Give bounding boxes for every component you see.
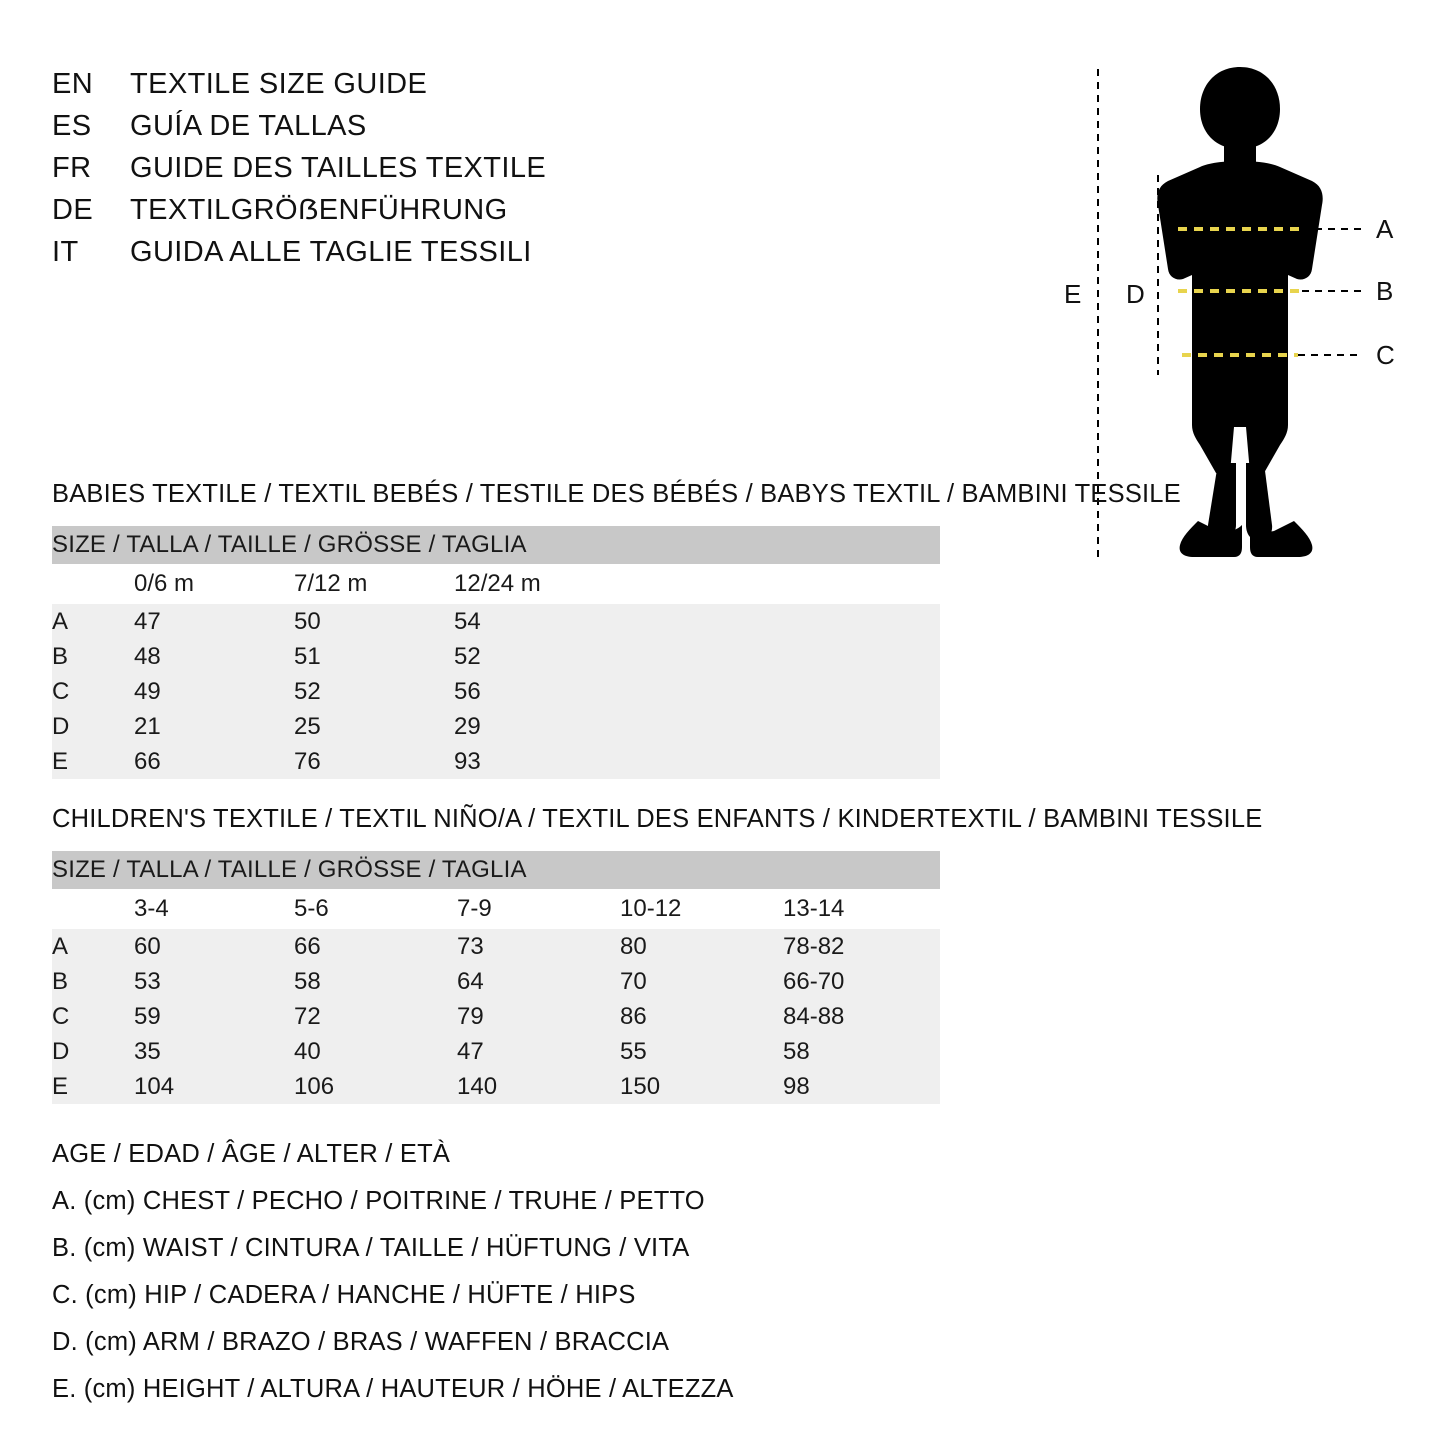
children-cell-e-1: 106	[294, 1069, 457, 1104]
children-cell-d-0: 35	[134, 1034, 294, 1069]
babies-col-2: 12/24 m	[454, 564, 940, 604]
babies-row-label-b: B	[52, 639, 134, 674]
babies-cell-a-0: 47	[134, 604, 294, 639]
table-row	[52, 999, 940, 1034]
table-row	[52, 709, 940, 744]
children-row-label-b: B	[52, 964, 134, 999]
children-col-0: 3-4	[134, 889, 294, 929]
babies-cell-a-2: 54	[454, 604, 940, 639]
babies-header-row	[52, 526, 940, 564]
language-text-fr: GUIDE DES TAILLES TEXTILE	[130, 152, 547, 184]
babies-cell-e-0: 66	[134, 744, 294, 779]
children-cell-a-1: 66	[294, 929, 457, 964]
figure-label-e: E	[1064, 279, 1082, 309]
children-header-label: SIZE / TALLA / TAILLE / GRÖSSE / TAGLIA	[52, 851, 940, 889]
children-header-row	[52, 851, 940, 889]
children-cell-e-4: 98	[783, 1069, 940, 1104]
children-cell-d-2: 47	[457, 1034, 620, 1069]
babies-cell-c-1: 52	[294, 674, 454, 709]
children-col-2: 7-9	[457, 889, 620, 929]
babies-row-label-a: A	[52, 604, 134, 639]
babies-cell-e-1: 76	[294, 744, 454, 779]
language-code-it: IT	[52, 236, 79, 268]
babies-cell-a-1: 50	[294, 604, 454, 639]
children-cell-c-1: 72	[294, 999, 457, 1034]
children-cell-a-0: 60	[134, 929, 294, 964]
children-cell-c-0: 59	[134, 999, 294, 1034]
babies-cell-b-0: 48	[134, 639, 294, 674]
legend-line-arm: D. (cm) ARM / BRAZO / BRAS / WAFFEN / BRACCIA	[52, 1328, 670, 1356]
children-cell-c-4: 84-88	[783, 999, 940, 1034]
table-row	[52, 639, 940, 674]
table-row	[52, 929, 940, 964]
children-cell-d-4: 58	[783, 1034, 940, 1069]
babies-header-label: SIZE / TALLA / TAILLE / GRÖSSE / TAGLIA	[52, 526, 940, 564]
figure-label-c: C	[1376, 340, 1395, 370]
table-row	[52, 964, 940, 999]
children-cell-a-4: 78-82	[783, 929, 940, 964]
babies-column-row	[52, 564, 940, 604]
children-cell-c-3: 86	[620, 999, 783, 1034]
babies-row-label-e: E	[52, 744, 134, 779]
children-size-table	[52, 851, 940, 1104]
language-code-fr: FR	[52, 152, 92, 184]
babies-cell-c-2: 56	[454, 674, 940, 709]
babies-row-label-d: D	[52, 709, 134, 744]
children-cell-e-3: 150	[620, 1069, 783, 1104]
figure-label-d: D	[1126, 279, 1145, 309]
babies-cell-d-2: 29	[454, 709, 940, 744]
children-title: CHILDREN'S TEXTILE / TEXTIL NIÑO/A / TEXTIL DES ENFANTS / KINDERTEXTIL / BAMBINI TESSILE	[52, 805, 1263, 833]
children-cell-c-2: 79	[457, 999, 620, 1034]
legend	[52, 1140, 952, 1422]
children-col-3: 10-12	[620, 889, 783, 929]
babies-cell-d-0: 21	[134, 709, 294, 744]
babies-col-1: 7/12 m	[294, 564, 454, 604]
babies-col-0: 0/6 m	[134, 564, 294, 604]
legend-line-age: AGE / EDAD / ÂGE / ALTER / ETÀ	[52, 1140, 451, 1168]
babies-cell-d-1: 25	[294, 709, 454, 744]
language-row-es	[52, 110, 672, 143]
figure-label-a: A	[1376, 214, 1394, 244]
children-cell-b-1: 58	[294, 964, 457, 999]
language-code-en: EN	[52, 68, 94, 100]
babies-row-label-c: C	[52, 674, 134, 709]
babies-section	[52, 480, 1202, 779]
legend-line-chest: A. (cm) CHEST / PECHO / POITRINE / TRUHE / PETTO	[52, 1187, 705, 1215]
language-row-en	[52, 68, 672, 101]
babies-cell-b-1: 51	[294, 639, 454, 674]
babies-cell-b-2: 52	[454, 639, 940, 674]
babies-title: BABIES TEXTILE / TEXTIL BEBÉS / TESTILE DES BÉBÉS / BABYS TEXTIL / BAMBINI TESSILE	[52, 480, 1181, 508]
language-header	[52, 68, 672, 278]
legend-line-hip: C. (cm) HIP / CADERA / HANCHE / HÜFTE / HIPS	[52, 1281, 636, 1309]
figure-label-b: B	[1376, 276, 1394, 306]
children-col-4: 13-14	[783, 889, 940, 929]
children-row-label-e: E	[52, 1069, 134, 1104]
children-section	[52, 805, 1263, 1104]
language-row-fr	[52, 152, 672, 185]
children-row-label-a: A	[52, 929, 134, 964]
children-column-row	[52, 889, 940, 929]
table-row	[52, 1069, 940, 1104]
children-cell-d-3: 55	[620, 1034, 783, 1069]
language-text-it: GUIDA ALLE TAGLIE TESSILI	[130, 236, 532, 268]
language-row-it	[52, 236, 672, 269]
language-text-es: GUÍA DE TALLAS	[130, 110, 367, 142]
legend-line-waist: B. (cm) WAIST / CINTURA / TAILLE / HÜFTUNG / VITA	[52, 1234, 690, 1262]
babies-size-table	[52, 526, 940, 779]
babies-cell-c-0: 49	[134, 674, 294, 709]
children-cell-e-2: 140	[457, 1069, 620, 1104]
language-text-de: TEXTILGRÖẞENFÜHRUNG	[130, 194, 508, 226]
table-row	[52, 1034, 940, 1069]
table-row	[52, 744, 940, 779]
language-code-es: ES	[52, 110, 92, 142]
babies-cell-e-2: 93	[454, 744, 940, 779]
children-cell-d-1: 40	[294, 1034, 457, 1069]
language-row-de	[52, 194, 672, 227]
children-cell-a-2: 73	[457, 929, 620, 964]
children-cell-b-3: 70	[620, 964, 783, 999]
children-row-label-d: D	[52, 1034, 134, 1069]
table-row	[52, 604, 940, 639]
language-text-en: TEXTILE SIZE GUIDE	[130, 68, 428, 100]
children-cell-e-0: 104	[134, 1069, 294, 1104]
children-cell-b-2: 64	[457, 964, 620, 999]
table-row	[52, 674, 940, 709]
children-cell-b-4: 66-70	[783, 964, 940, 999]
children-row-label-c: C	[52, 999, 134, 1034]
children-cell-a-3: 80	[620, 929, 783, 964]
children-col-1: 5-6	[294, 889, 457, 929]
children-cell-b-0: 53	[134, 964, 294, 999]
language-code-de: DE	[52, 194, 94, 226]
legend-line-height: E. (cm) HEIGHT / ALTURA / HAUTEUR / HÖHE / ALTEZZA	[52, 1375, 734, 1403]
